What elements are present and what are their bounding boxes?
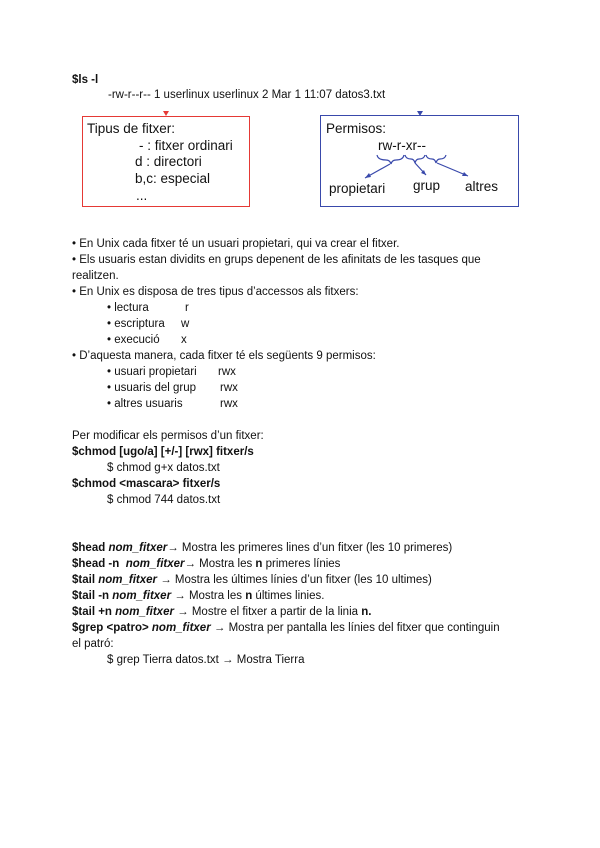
cmd-head-n-arg: nom_fitxer <box>125 558 185 570</box>
cmd-tail-n-bold: n <box>245 590 253 602</box>
cmd-tail-n-desc2: últimes linies. <box>252 590 325 602</box>
bullet-owner: • En Unix cada fitxer té un usuari propietari, qui va crear el fitxer. <box>72 238 400 250</box>
perm-user-code: rwx <box>218 366 236 378</box>
cmd-tail-desc: → Mostra les últimes línies d’un fitxer (les 10 ultimes) <box>157 574 432 586</box>
cmd-grep-example: $ grep Tierra datos.txt → Mostra Tierra <box>107 654 305 666</box>
access-write-name: • escriptura <box>107 318 165 330</box>
access-exec-code: x <box>181 334 187 346</box>
cmd-head-n-desc2: primeres línies <box>262 558 341 570</box>
cmd-head-desc: → Mostra les primeres lines d’un fitxer (les 10 primeres) <box>167 542 453 554</box>
brace-others-icon <box>426 155 446 163</box>
bullet-nine-perms: • D’aquesta manera, cada fitxer té els següents 9 permisos: <box>72 350 376 362</box>
cmd-head-n-desc1: → Mostra les <box>184 558 256 570</box>
cmd-head <box>72 541 452 556</box>
cmd-tail-plus-bold: n. <box>361 606 372 618</box>
cmd-tail-plus-arg: nom_fitxer <box>115 606 174 618</box>
cmd-head-arg: nom_fitxer <box>108 542 168 554</box>
chmod-syntax-symbolic: $chmod [ugo/a] [+/-] [rwx] fitxer/s <box>72 446 254 458</box>
ls-command: $ls -l <box>72 74 99 86</box>
chmod-syntax-mask: $chmod <mascara> fitxer/s <box>72 478 221 490</box>
label-owner: propietari <box>329 181 386 196</box>
filetype-ellipsis: ... <box>136 188 148 203</box>
cmd-head-n-bold: n <box>255 558 263 570</box>
cmd-grep <box>72 621 500 636</box>
cmd-grep-desc-cont: el patró: <box>72 638 114 650</box>
cmd-head-n <box>72 557 340 572</box>
perm-user-name: • usuari propietari <box>107 366 197 378</box>
brace-owner-icon <box>377 155 404 164</box>
filetype-title: Tipus de fitxer: <box>87 121 176 136</box>
cmd-grep-name: $grep <patro> <box>72 622 152 634</box>
cmd-tail-plus-name: $tail +n <box>72 606 116 618</box>
cmd-head-n-name: $head -n <box>72 558 126 570</box>
cmd-grep-arg: nom_fitxer <box>151 622 211 634</box>
perm-others-name: • altres usuaris <box>107 398 183 410</box>
chmod-example-mask: $ chmod 744 datos.txt <box>107 494 221 506</box>
perm-group-code: rwx <box>220 382 238 394</box>
filetype-ordinary: - : fitxer ordinari <box>139 138 233 153</box>
bullet-access: • En Unix es disposa de tres tipus d’accessos als fitxers: <box>72 286 359 298</box>
ls-output: -rw-r--r-- 1 userlinux userlinux 2 Mar 1 11:07 datos3.txt <box>108 89 386 101</box>
brace-group-icon <box>405 155 425 163</box>
permissions-string: rw-r-xr-- <box>378 138 426 153</box>
cmd-tail-n-desc1: → Mostra les <box>171 590 246 602</box>
cmd-tail-n <box>72 589 324 604</box>
cmd-head-name: $head <box>72 542 109 554</box>
chmod-example-symbolic: $ chmod g+x datos.txt <box>107 462 220 474</box>
bullet-groups-cont: realitzen. <box>72 270 119 282</box>
cmd-tail-name: $tail <box>72 574 99 586</box>
cmd-tail-n-name: $tail -n <box>72 590 113 602</box>
cmd-tail-arg: nom_fitxer <box>98 574 158 586</box>
access-read-name: • lectura <box>107 302 149 314</box>
cmd-tail-n-arg: nom_fitxer <box>112 590 172 602</box>
permissions-title: Permisos: <box>326 121 387 136</box>
permissions-arrows <box>320 115 519 207</box>
cmd-tail-plus-desc1: → Mostre el fitxer a partir de la linia <box>173 606 362 618</box>
access-read-code: r <box>185 302 189 314</box>
label-group: grup <box>413 178 441 193</box>
filetype-box <box>82 116 250 207</box>
cmd-tail <box>72 573 432 588</box>
filetype-directory: d : directori <box>135 154 202 169</box>
perm-group-name: • usuaris del grup <box>107 382 197 394</box>
cmd-tail-plus <box>72 605 371 620</box>
chmod-intro: Per modificar els permisos d’un fitxer: <box>72 430 264 442</box>
perm-others-code: rwx <box>220 398 238 410</box>
cmd-grep-desc: → Mostra per pantalla les línies del fitxer que continguin <box>210 622 500 634</box>
label-others: altres <box>465 179 499 194</box>
access-write-code: w <box>181 318 190 330</box>
access-exec-name: • execució <box>107 334 160 346</box>
bullet-groups: • Els usuaris estan dividits en grups depenent de les afinitats de les tasques que <box>72 254 481 266</box>
filetype-special: b,c: especial <box>135 171 211 186</box>
